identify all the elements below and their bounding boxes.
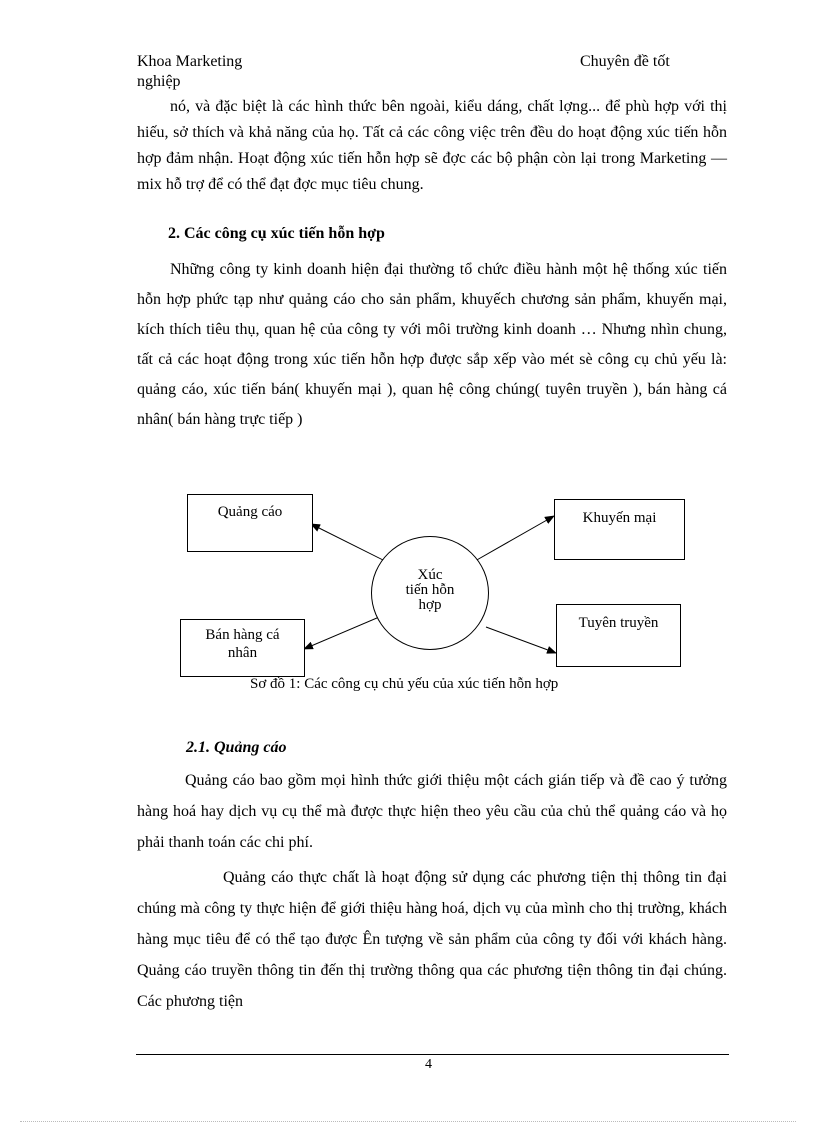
paragraph-tools: Những công ty kinh doanh hiện đại thường tổ chức điều hành một hệ thống xúc tiến hỗn hợp phức tạp như quảng cáo cho sản phẩm, khuyếch chương sản phẩm, khuyến mại, kích thích tiêu thụ, quan hệ của công ty với môi trường kinh doanh … Nhưng nhìn chung, tất cả các hoạt động trong xúc tiến hỗn hợp được sắp xếp vào mét sè công cụ chủ yếu là: quảng cáo, xúc tiến bán( khuyến mại ), quan hệ công chúng( tuyên truyền ), bán hàng cá nhân( bán hàng trực tiếp ) xyxy=(137,261,727,428)
box-advertising-label: Quảng cáo xyxy=(217,504,283,520)
box-public-relations-label: Tuyên truyền xyxy=(578,615,659,631)
arrow-to-promotion xyxy=(475,516,554,561)
arrow-to-public-relations xyxy=(486,627,556,653)
paragraph-intro: nó, và đặc biệt là các hình thức bên ngoài, kiểu dáng, chất lợng... để phù hợp với thị hiếu, sở thích và khả năng của họ. Tất cả các công việc trên đều do hoạt động xúc tiến hỗn hợp đảm nhận. Hoạt động xúc tiến hỗn hợp sẽ đợc các bộ phận còn lại trong Marketing — mix hỗ trợ để có thể đạt đợc mục tiêu chung. xyxy=(137,98,727,193)
center-circle xyxy=(371,536,489,650)
footer-divider xyxy=(136,1054,729,1055)
header-title-wrap: nghiệp xyxy=(137,73,181,90)
header-title: Chuyên đề tốt xyxy=(580,53,670,70)
box-promotion-label: Khuyến mại xyxy=(582,510,657,526)
box-personal-selling xyxy=(180,619,305,677)
box-personal-selling-line2: nhân xyxy=(227,645,258,661)
arrow-to-personal-selling xyxy=(304,615,384,649)
center-label-line1: Xúc xyxy=(417,567,443,583)
paragraph-ad-essence: Quảng cáo thực chất là hoạt động sử dụng các phương tiện thị thông tin đại chúng mà công ty thực hiện để giới thiệu hàng hoá, dịch vụ của mình cho thị trường, khách hàng mục tiêu để có thể tạo được Ên tượng về sản phẩm của công ty đối với khách hàng. Quảng cáo truyền thông tin đến thị trường thông qua các phương tiện thông tin đại chúng. Các phương tiện xyxy=(137,869,727,1010)
page-bottom-border xyxy=(20,1121,796,1122)
diagram-caption: Sơ đồ 1: Các công cụ chủ yếu của xúc tiến hỗn hợp xyxy=(250,676,559,692)
section-heading: 2. Các công cụ xúc tiến hỗn hợp xyxy=(168,225,385,242)
header-department: Khoa Marketing xyxy=(137,53,243,70)
box-promotion xyxy=(554,499,685,560)
subsection-heading: 2.1. Quảng cáo xyxy=(186,739,287,756)
arrow-to-advertising xyxy=(311,524,387,562)
paragraph-ad-definition: Quảng cáo bao gồm mọi hình thức giới thiệu một cách gián tiếp và đề cao ý tưởng hàng hoá hay dịch vụ cụ thể mà được thực hiện theo yêu cầu của chủ thể quảng cáo và họ phải thanh toán các chi phí. xyxy=(137,772,727,851)
center-label-line3: hợp xyxy=(418,597,442,613)
box-public-relations xyxy=(556,604,681,667)
box-advertising xyxy=(187,494,313,552)
box-personal-selling-line1: Bán hàng cá xyxy=(205,627,280,643)
page-number: 4 xyxy=(425,1057,432,1072)
center-label-line2: tiến hỗn xyxy=(405,582,455,598)
